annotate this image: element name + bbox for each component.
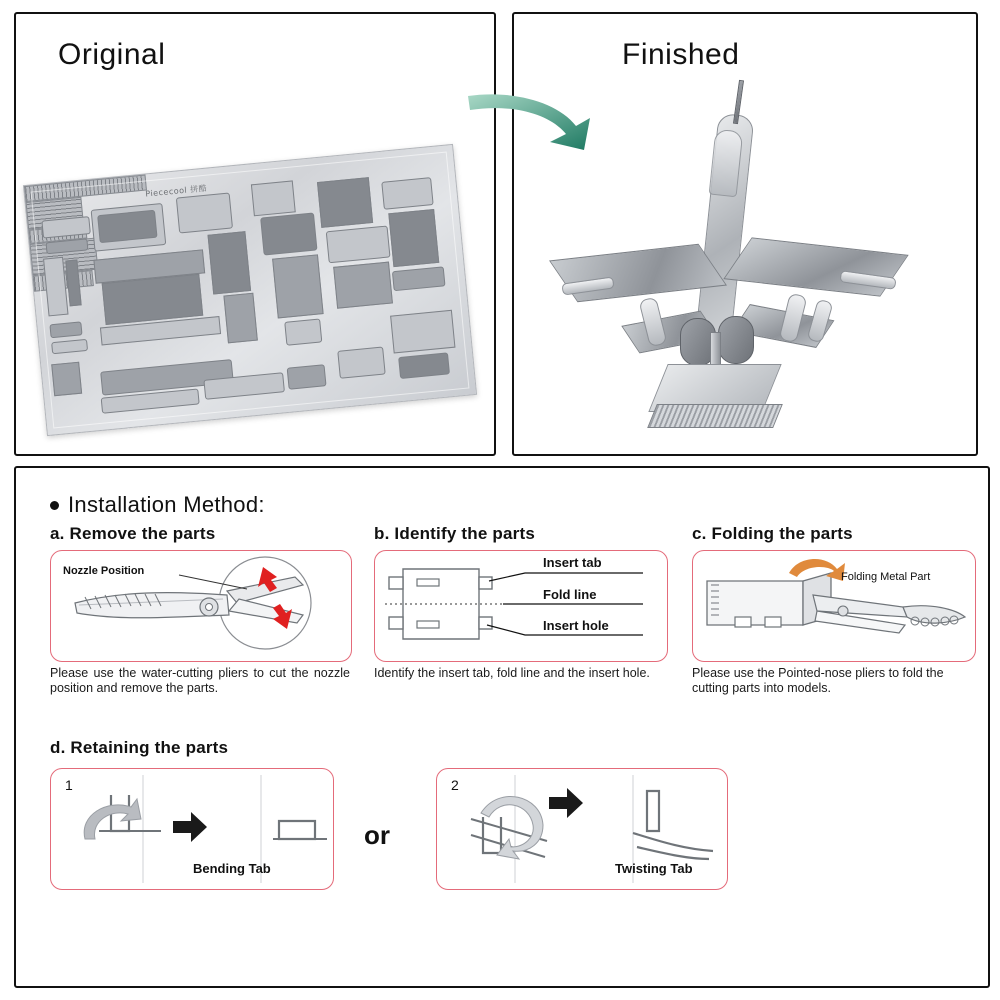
folding-parts-diagram-icon (693, 551, 975, 661)
sheet-brand-label: Piececool 拼酷 (144, 183, 208, 199)
sheet-part-hatched (30, 238, 99, 276)
twisting-tab-label: Twisting Tab (615, 861, 693, 876)
sheet-part (381, 177, 433, 210)
finished-panel (512, 12, 978, 456)
metal-sheet-illustration (34, 164, 474, 434)
sheet-part (223, 293, 257, 344)
folding-metal-part-label: Folding Metal Part (841, 571, 931, 583)
sheet-part (326, 226, 391, 264)
step-a-caption: Please use the water-cutting pliers to cut the nozzle position and remove the parts. (50, 666, 350, 695)
sheet-part (45, 238, 88, 254)
sheet-part (65, 259, 81, 306)
step-d-title: d. Retaining the parts (50, 738, 229, 757)
installation-heading (50, 492, 265, 518)
sheet-part (203, 372, 285, 400)
option2-number: 2 (451, 777, 459, 793)
sheet-part (390, 310, 455, 354)
option1-number: 1 (65, 777, 73, 793)
original-panel-title: Original (58, 38, 166, 71)
sprue-sheet (23, 144, 477, 436)
sheet-part (287, 364, 327, 390)
step-b-figure (374, 550, 668, 662)
identify-parts-diagram-icon (375, 551, 667, 661)
step-b-caption: Identify the insert tab, fold line and the insert hole. (374, 666, 650, 680)
or-label: or (364, 820, 390, 850)
installation-heading-text: Installation Method: (68, 492, 265, 517)
sheet-part (272, 254, 324, 318)
sheet-part (337, 347, 385, 379)
sheet-part (398, 352, 450, 379)
step-c-caption: Please use the Pointed-nose pliers to fold the cutting parts into models. (692, 666, 944, 695)
finished-panel-title: Finished (622, 38, 740, 71)
sheet-part (251, 180, 296, 216)
sheet-part-hatched (26, 197, 84, 230)
model-right-engine (718, 316, 754, 364)
sheet-part (100, 359, 234, 396)
sheet-part (51, 362, 82, 397)
model-stand-base (647, 404, 783, 428)
sheet-part (102, 274, 204, 325)
sheet-part-hatched (24, 174, 147, 202)
sheet-part (317, 177, 373, 228)
nozzle-position-label: Nozzle Position (63, 565, 145, 577)
step-d-option1-figure (50, 768, 334, 890)
bending-tab-label: Bending Tab (193, 861, 271, 876)
sheet-part (208, 231, 252, 294)
sheet-part (97, 210, 157, 243)
sheet-part (392, 266, 446, 291)
sheet-part (333, 262, 393, 309)
original-panel (14, 12, 496, 456)
installation-method-panel (14, 466, 990, 988)
sheet-part (176, 193, 233, 234)
step-a-figure (50, 550, 352, 662)
sheet-part (43, 257, 68, 317)
step-c-title: c. Folding the parts (692, 524, 853, 543)
sheet-part (101, 388, 200, 413)
sheet-part (388, 209, 439, 267)
sheet-part (284, 318, 322, 345)
sheet-part (51, 339, 88, 354)
sheet-part-hatched (33, 270, 94, 292)
bullet-icon (50, 501, 59, 510)
transform-arrow-icon (464, 88, 604, 158)
sheet-part-hatched (28, 224, 87, 243)
sheet-part (100, 316, 221, 345)
sheet-part (41, 216, 91, 239)
insert-tab-label: Insert tab (543, 555, 602, 570)
step-c-figure (692, 550, 976, 662)
insert-hole-label: Insert hole (543, 618, 609, 633)
sheet-part (49, 321, 82, 338)
fold-line-label: Fold line (543, 587, 597, 602)
bending-tab-diagram-icon (51, 769, 333, 889)
step-b-title: b. Identify the parts (374, 524, 535, 543)
comparison-row (14, 12, 986, 452)
sheet-part (91, 203, 167, 252)
sheet-part (93, 249, 205, 283)
step-a-title: a. Remove the parts (50, 524, 216, 543)
sheet-part (260, 213, 317, 256)
step-d-option2-figure (436, 768, 728, 890)
